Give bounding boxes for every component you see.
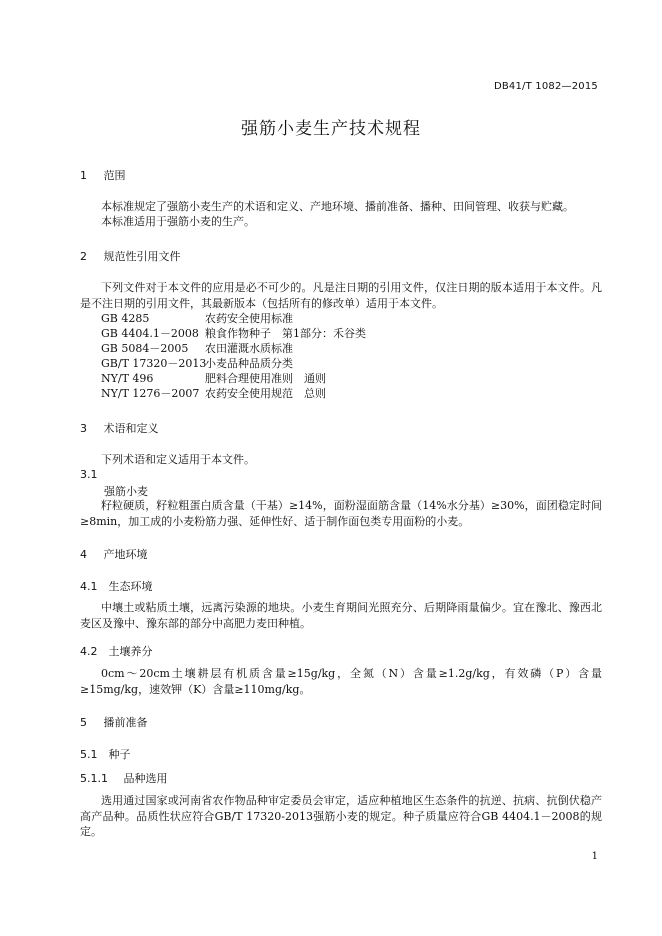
reference-name: 农药安全使用规范 总则 — [205, 387, 326, 400]
section-3-heading — [80, 420, 159, 436]
reference-item — [101, 325, 366, 341]
section-1-paragraph-1: 本标准规定了强筋小麦生产的术语和定义、产地环境、播前准备、播种、田间管理、收获与贮藏。 — [101, 200, 574, 213]
term-name: 强筋小麦 — [104, 485, 148, 498]
section-title: 品种选用 — [123, 772, 168, 785]
section-title: 种子 — [108, 748, 131, 761]
section-5-1-1-paragraph: 选用通过国家或河南省农作物品种审定委员会审定，适应种植地区生态条件的抗逆、抗病、抗倒伏稳产高产品种。品质性状应符合GB/T 17320-2013强筋小麦的规定。种子质量应符合GB 4404.1－2008的规定。 — [80, 794, 602, 838]
section-number: 1 — [80, 169, 87, 182]
section-title: 范围 — [103, 169, 126, 182]
reference-code: NY/T 1276－2007 — [101, 387, 200, 400]
section-number: 3 — [80, 422, 87, 435]
reference-code: GB 5084－2005 — [101, 342, 189, 355]
section-2-heading — [80, 248, 181, 264]
reference-code: GB 4404.1－2008 — [101, 327, 199, 340]
reference-name: 粮食作物种子 第1部分：禾谷类 — [205, 327, 366, 340]
section-4-heading — [80, 546, 148, 562]
reference-item — [101, 385, 326, 401]
section-title: 产地环境 — [103, 548, 148, 561]
section-title: 术语和定义 — [103, 422, 159, 435]
section-3-paragraph-1: 下列术语和定义适用于本文件。 — [101, 453, 255, 466]
section-title: 播前准备 — [103, 716, 148, 729]
section-5-1-heading — [80, 746, 131, 762]
document-code: DB41/T 1082—2015 — [493, 81, 598, 92]
section-4-1-paragraph: 中壤土或粘质土壤，远离污染源的地块。小麦生育期间光照充分、后期降雨量偏少。宜在豫北、豫西北麦区及豫中、豫东部的部分中高肥力麦田种植。 — [80, 601, 602, 630]
section-number: 4.2 — [80, 645, 98, 658]
reference-item — [101, 310, 293, 326]
section-5-1-1-heading — [80, 770, 168, 786]
section-5-heading — [80, 714, 148, 730]
section-number: 4 — [80, 548, 87, 561]
reference-item — [101, 340, 293, 356]
reference-name: 小麦品种品质分类 — [205, 357, 293, 370]
term-definition: 籽粒硬质，籽粒粗蛋白质含量（干基）≥14%，面粉湿面筋含量（14%水分基）≥30%，面团稳定时间≥8min，加工成的小麦粉筋力强、延伸性好、适于制作面包类专用面粉的小麦。 — [80, 499, 602, 528]
reference-code: GB 4285 — [101, 312, 150, 325]
reference-code: NY/T 496 — [101, 372, 154, 385]
section-title: 规范性引用文件 — [103, 250, 181, 263]
section-number: 4.1 — [80, 580, 98, 593]
section-1-paragraph-2: 本标准适用于强筋小麦的生产。 — [101, 215, 255, 228]
section-number: 5.1 — [80, 748, 98, 761]
document-title: 强筋小麦生产技术规程 — [241, 119, 421, 139]
term-number: 3.1 — [80, 468, 98, 481]
reference-item — [101, 355, 293, 371]
reference-name: 农药安全使用标准 — [205, 312, 293, 325]
reference-code: GB/T 17320－2013 — [101, 357, 207, 370]
reference-name: 农田灌溉水质标准 — [205, 342, 293, 355]
section-2-paragraph-1: 下列文件对于本文件的应用是必不可少的。凡是注日期的引用文件，仅注日期的版本适用于本文件。凡是不注日期的引用文件，其最新版本（包括所有的修改单）适用于本文件。 — [80, 281, 602, 310]
section-title: 土壤养分 — [108, 645, 153, 658]
page-number: 1 — [591, 851, 598, 862]
reference-item — [101, 370, 326, 386]
section-4-2-paragraph: 0cm～20cm土壤耕层有机质含量≥15g/kg，全氮（N）含量≥1.2g/kg，有效磷（P）含量≥15mg/kg，速效钾（K）含量≥110mg/kg。 — [80, 667, 602, 696]
section-number: 5.1.1 — [80, 772, 108, 785]
section-1-heading — [80, 167, 126, 183]
section-title: 生态环境 — [108, 580, 153, 593]
section-number: 5 — [80, 716, 87, 729]
section-number: 2 — [80, 250, 87, 263]
reference-name: 肥料合理使用准则 通则 — [205, 372, 326, 385]
section-4-1-heading — [80, 578, 153, 594]
section-4-2-heading — [80, 643, 153, 659]
